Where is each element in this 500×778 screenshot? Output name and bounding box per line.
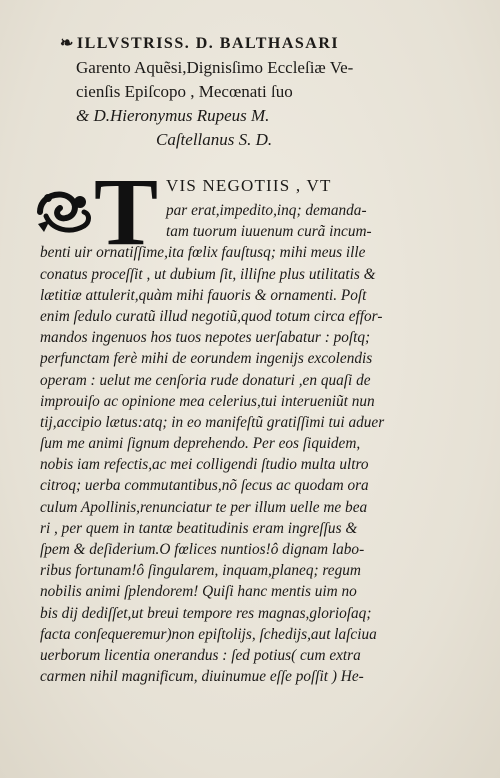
opening-line: VIS NEGOTIIS , VT [166, 176, 332, 195]
dedication-heading [60, 32, 460, 152]
initial-letter: T [94, 158, 159, 265]
text-line: par erat,impedito,inq; demanda- [166, 202, 367, 219]
text-line: ribus fortunam!ô ſingularem, inquam,planeq; regum [40, 562, 361, 580]
heading-line-3: cienſis Epiſcopo , Mecœnati ſuo [76, 82, 293, 101]
letter-body [40, 200, 460, 687]
text-line: benti uir ornatiſſime,ita fœlix fauſtusq; mihi meus ille [40, 244, 366, 262]
text-line: bis dij dediſſet,ut breui tempore res magnas,glorioſaq; [40, 604, 372, 622]
heading-line-5: Caſtellanus S. D. [156, 130, 273, 149]
text-line: improuiſo ac opinione mea celerius,tui interueniũt nun [40, 392, 375, 410]
text-line: mandos ingenuos hos tuos nepotes uerſabatur : poſtq; [40, 329, 371, 347]
text-line: carmen nihil magnificum, diuinumue eſſe poſſit ) He- [40, 668, 364, 686]
text-line: perfunctam ferè mihi de eorundem ingenijs excolendis [40, 350, 373, 368]
text-line: enim ſedulo curatũ illud negotiũ,quod totum circa effor- [40, 307, 383, 325]
text-line: ſpem & deſiderium.O fœlices nuntios!ô dignam labo- [40, 541, 365, 558]
text-line: lætitiæ attulerit,quàm mihi fauoris & ornamenti. Poſt [40, 286, 367, 304]
text-line: ri , per quem in tantæ beatitudinis eram ingreſſus & [40, 519, 358, 537]
text-line: uerborum licentia onerandus : ſed potius( cum extra [40, 646, 361, 664]
text-line: facta conſequeremur)non epiſtolijs, ſchedijs,aut laſciua [40, 625, 377, 643]
text-line: tij,accipio lætus:atq; in eo manifeſtũ gratiſſimi tui aduer [40, 413, 385, 431]
text-line: citroq; uerba commutantibus,nõ ſecus ac quodam ora [40, 477, 369, 495]
heading-line-4: & D.Hieronymus Rupeus M. [76, 106, 270, 125]
text-line: nobis iam refectis,ac mei colligendi ſtudio multa ultro [40, 456, 369, 474]
fleuron-icon: ❧ [60, 35, 75, 52]
text-line: tam tuorum iuuenum curã incum- [166, 223, 372, 241]
text-line: operam : uelut me cenſoria rude donaturi ,en quaſi de [40, 371, 371, 389]
text-line: conatus proceſſit , ut dubium ſit, illiſne plus utilitatis & [40, 265, 376, 283]
heading-line-1 [60, 32, 460, 56]
heading-line-2: Garento Aquẽsi,Dignisſimo Eccleſiæ Ve- [76, 58, 354, 77]
text-line: ſum me animi ſignum deprehendo. Per eos ſiquidem, [40, 435, 361, 453]
heading-line-1-text: ILLVSTRISS. D. BALTHASARI [76, 35, 340, 52]
text-line: nobilis animi ſplendorem! Quiſi hanc mentis uim no [40, 583, 357, 601]
text-line: culum Apollinis,renunciatur te per illum uelle me bea [40, 498, 368, 516]
